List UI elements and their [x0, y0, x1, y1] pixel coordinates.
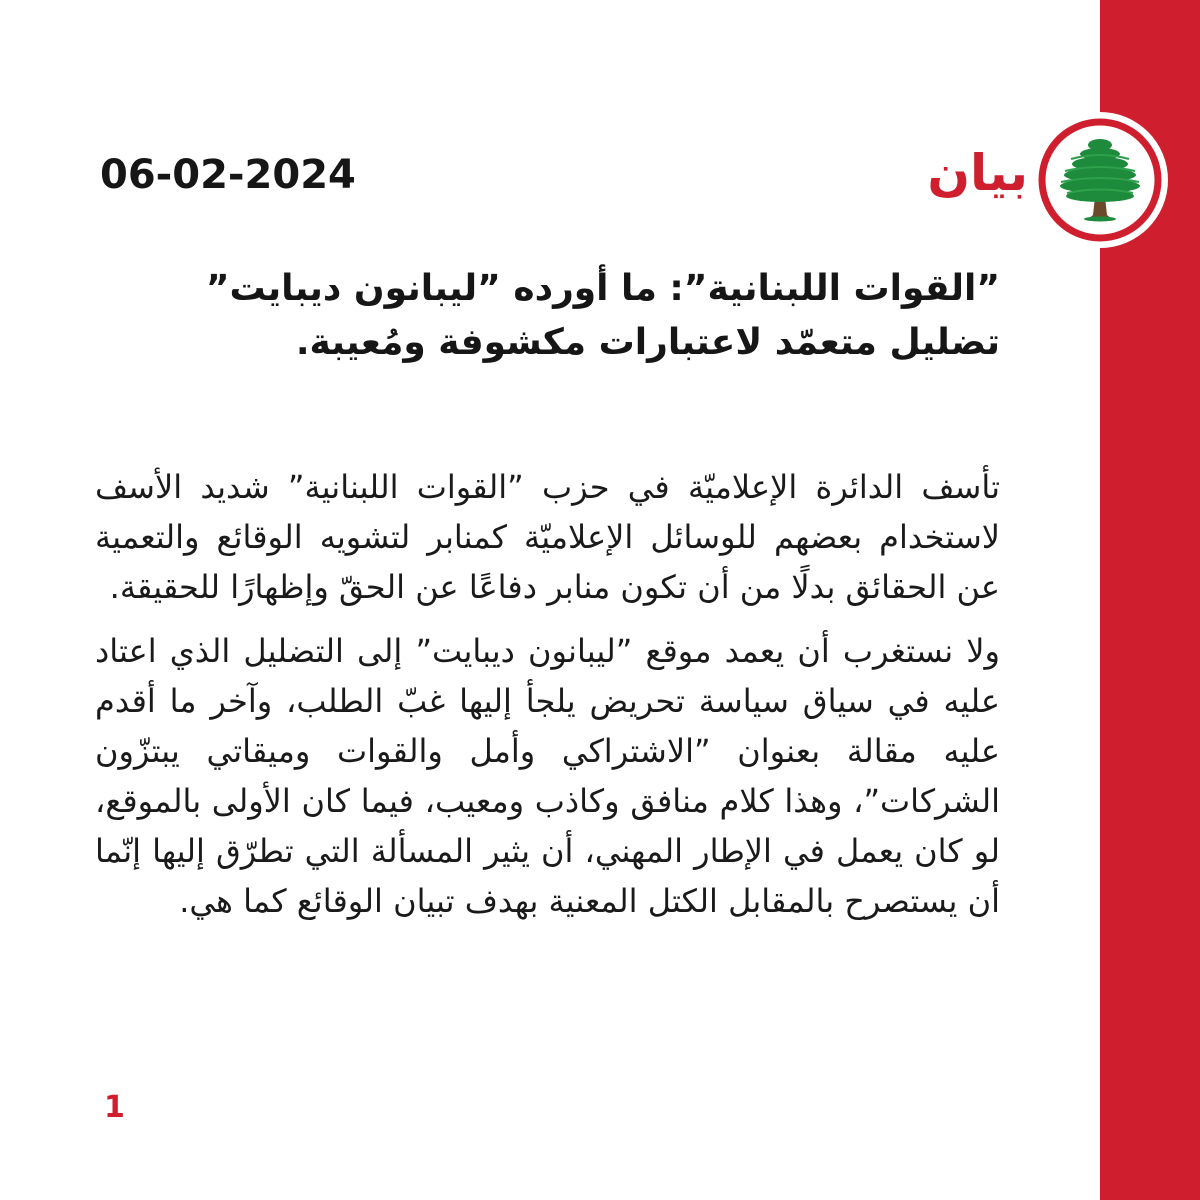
party-logo: [1031, 111, 1169, 249]
statement-date: 06-02-2024: [100, 152, 356, 198]
body-paragraph: تأسف الدائرة الإعلاميّة في حزب ”القوات اللبنانية” شديد الأسف لاستخدام بعضهم للوسائل الإعلاميّة كمنابر لتشويه الوقائع والتعمية عن الحقائق بدلًا من أن تكون منابر دفاعًا عن الحقّ وإظهارًا للحقيقة.: [95, 468, 1000, 606]
statement-body: [95, 462, 1000, 940]
cedar-tree-icon: [1031, 111, 1169, 249]
statement-label: بيان: [927, 144, 1028, 202]
page-number: 1: [104, 1090, 125, 1125]
body-paragraph: ولا نستغرب أن يعمد موقع ”ليبانون ديبايت” إلى التضليل الذي اعتاد عليه في سياق سياسة تحريض يلجأ إليها غبّ الطلب، وآخر ما أقدم عليه مقالة بعنوان ”الاشتراكي وأمل والقوات وميقاتي يبتزّون الشركات”، وهذا كلام منافق وكاذب ومعيب، فيما كان الأولى بالموقع، لو كان يعمل في الإطار المهني، أن يثير المسألة التي تطرّق إليها إنّما أن يستصرح بالمقابل الكتل المعنية بهدف تبيان الوقائع كما هي.: [95, 632, 1000, 920]
statement-headline: ”القوات اللبنانية”: ما أورده ”ليبانون ديبايت” تضليل متعمّد لاعتبارات مكشوفة ومُعيبة.: [205, 268, 1000, 363]
